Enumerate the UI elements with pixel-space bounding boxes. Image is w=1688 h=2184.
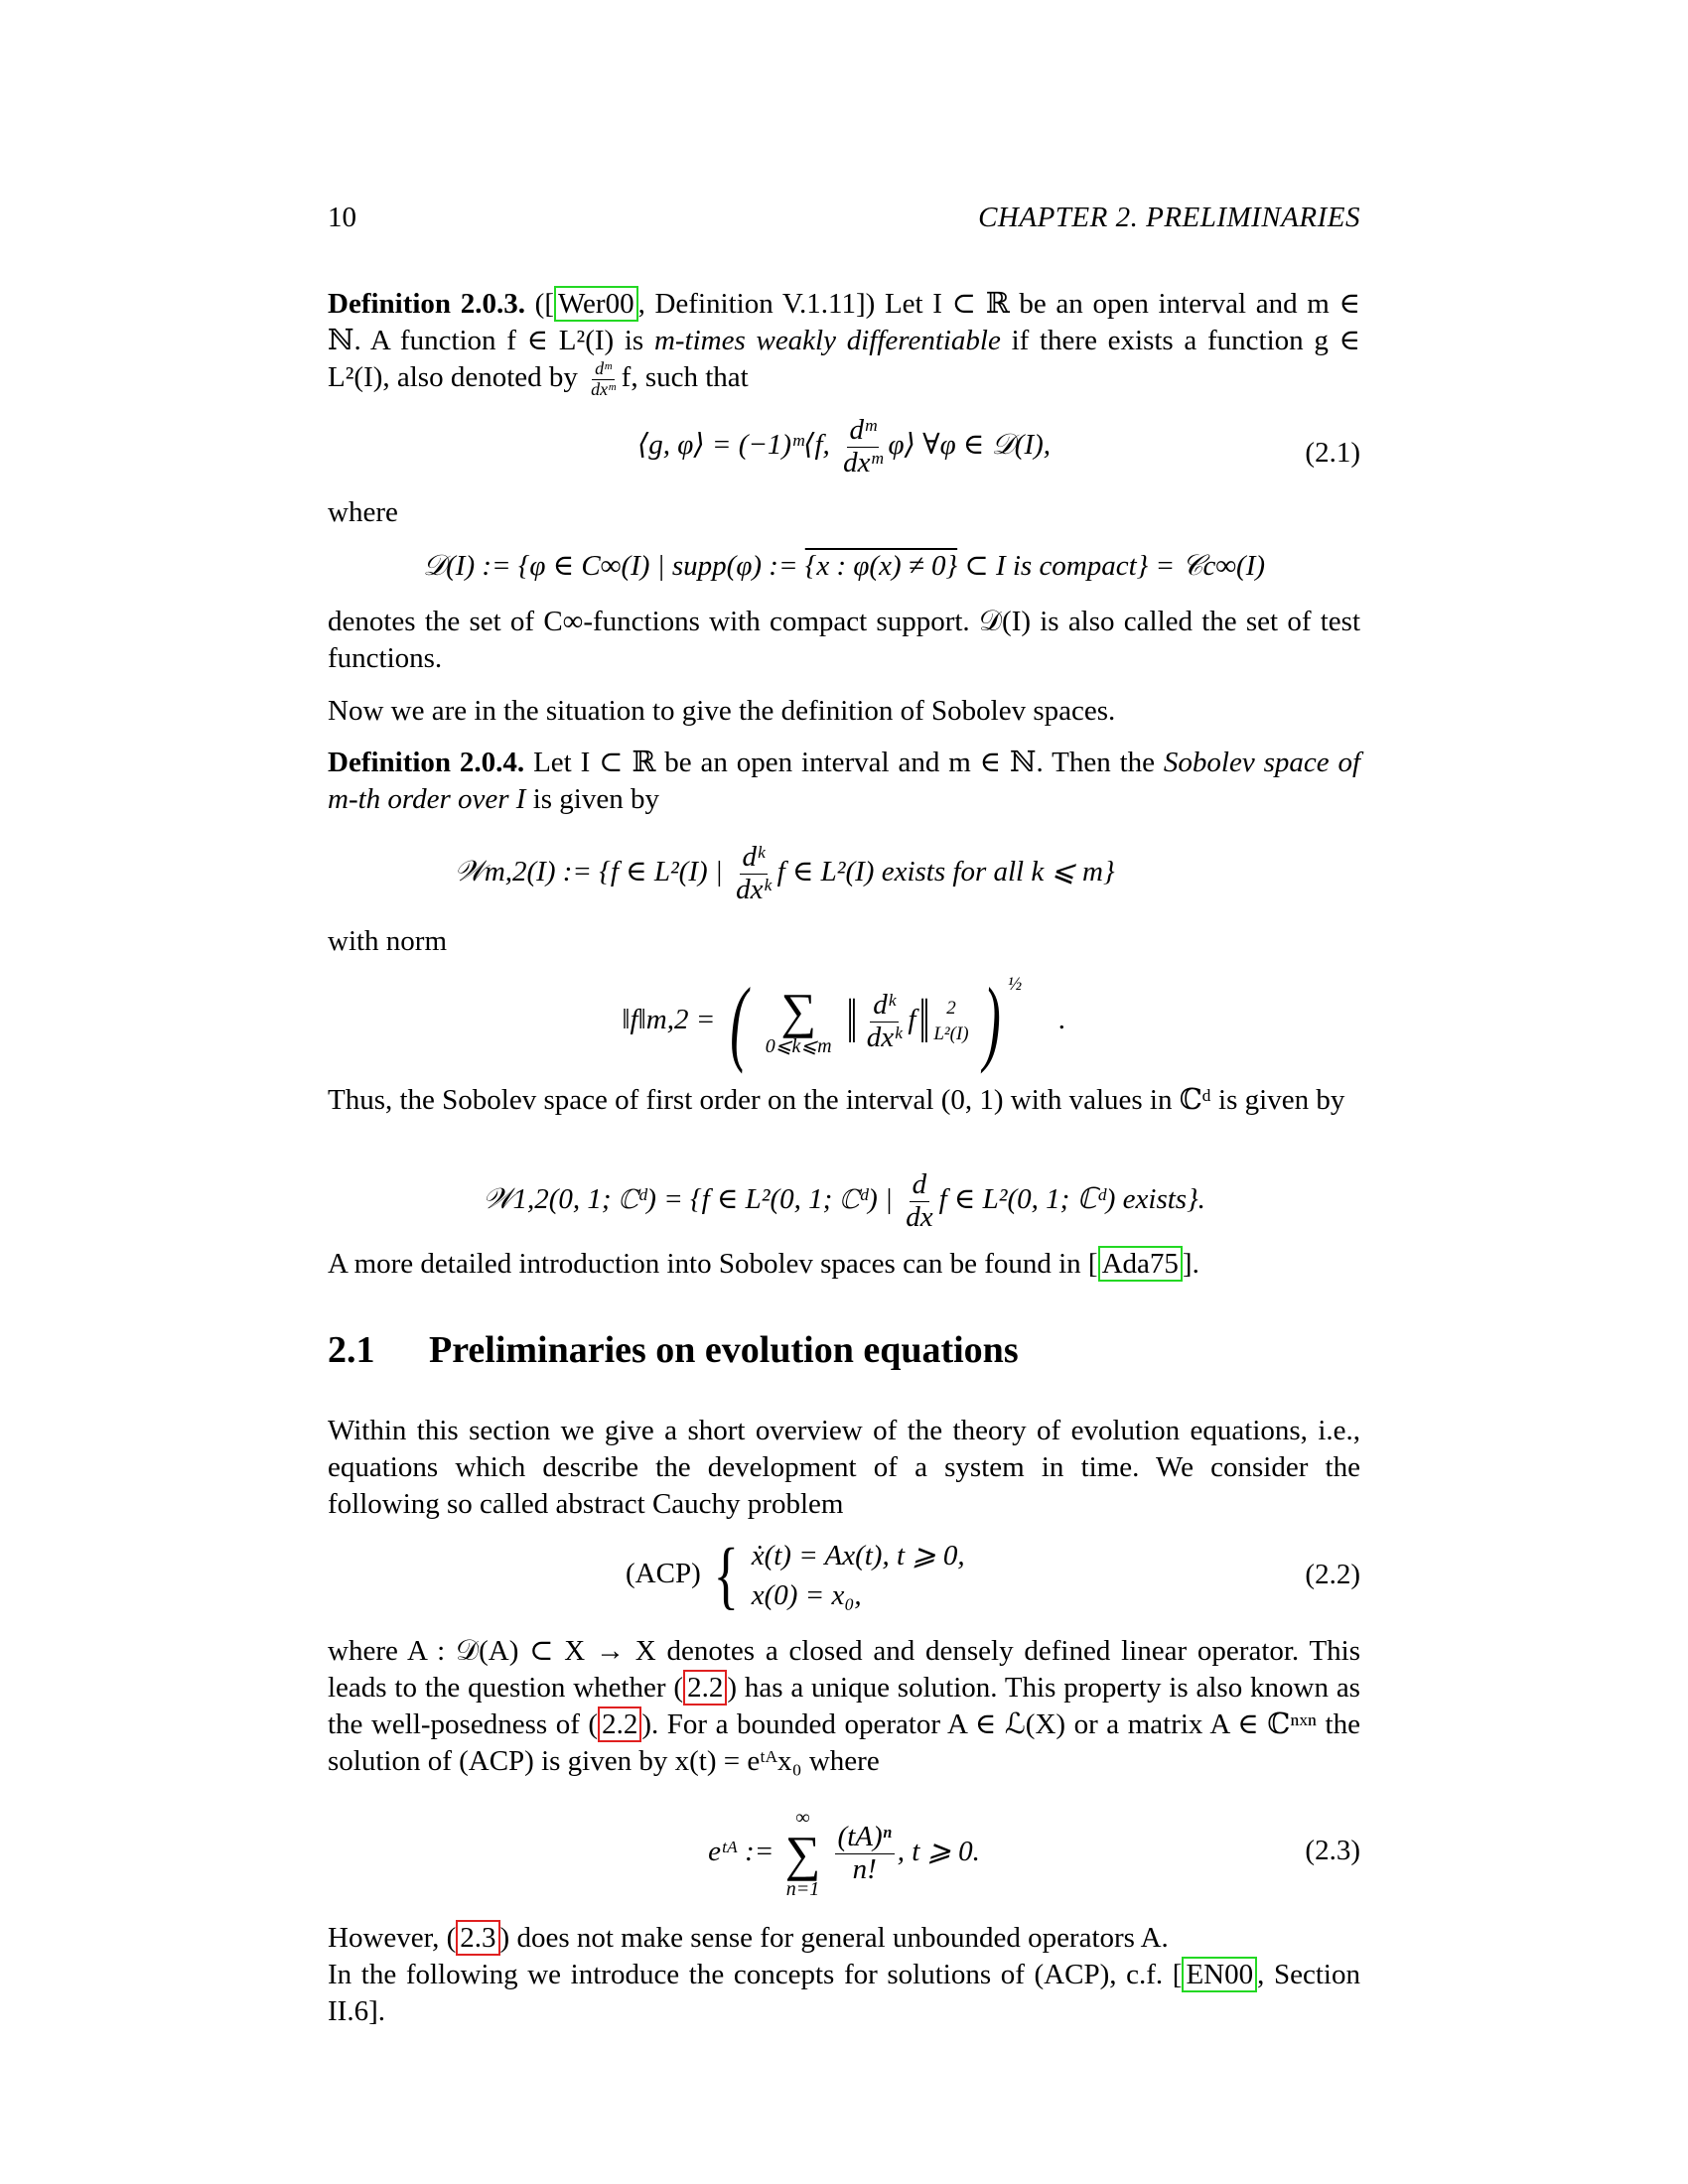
citation-link-en00[interactable]: EN00 [1182, 1957, 1257, 1992]
paragraph-operator: where A : 𝒟(A) ⊂ X → X denotes a closed and densely defined linear operator. This leads to the question whether ( 2.2 ) has a unique solution. This property is also known as the well-posedness of ( 2.2 ). For a bounded operator A ∈ ℒ(X) or a matrix A ∈ ℂⁿˣⁿ the solution of (ACP) is given by x(t) = eᵗᴬx₀ where [328, 1635, 1360, 1777]
derivative-fraction: $\frac{\text{dᵐ}}{\text{dxᵐ}}$ [843, 414, 883, 478]
series-term-fraction: $\frac{\text{(tA)ⁿ}}{n!}$ [835, 1822, 895, 1886]
citation-link-wer00[interactable]: Wer00 [554, 286, 638, 322]
definition-text-2: if there exists a function g ∈ L²(I), also denoted by [328, 325, 1361, 393]
sobolev-space-equation [328, 842, 1360, 921]
defined-term: Sobolev space of m-th order over I [328, 747, 1361, 815]
norm-equation [328, 955, 1360, 1084]
definition-text-3: f, such that [621, 361, 749, 393]
test-function-definition [328, 548, 1360, 588]
equation-ref-2-2-second[interactable]: 2.2 [598, 1706, 641, 1742]
equation-2-1 [328, 415, 1360, 494]
equation-number: (2.1) [1305, 437, 1360, 469]
inline-derivative-fraction: $\frac{\text{dᵐ}}{\text{dxᵐ}}$ [591, 358, 616, 399]
derivative-fraction: $\frac{\text{dᵏ}}{\text{dxᵏ}}$ [866, 988, 903, 1053]
first-order-sobolev-equation [328, 1169, 1360, 1249]
equation-body: 𝒲1,2(0, 1; ℂᵈ) = {f ∈ L²(0, 1; ℂᵈ) | $\frac{d}{dx}$ f ∈ L²(0, 1; ℂᵈ) exists}. [483, 1168, 1205, 1233]
running-title: CHAPTER 2. PRELIMINARIES [978, 202, 1360, 233]
definition-label: Definition 2.0.4. [328, 747, 525, 778]
section-heading [328, 1325, 1019, 1375]
equation-2-2 [328, 1529, 1360, 1618]
overlined-set: {x : φ(x) ≠ 0} [804, 550, 958, 582]
equation-body: 𝒲m,2(I) := {f ∈ L²(I) | $\frac{\text{dᵏ}}{\text{dxᵏ}}$ f ∈ L²(I) exists for all k ⩽ m} [454, 841, 1115, 905]
paragraph-test-functions: denotes the set of C∞-functions with compact support. 𝒟(I) is also called the set of test functions. [328, 606, 1360, 674]
equation-number: (2.3) [1305, 1835, 1360, 1866]
paragraph-thus: Thus, the Sobolev space of first order on the interval (0, 1) with values in ℂᵈ is given by [328, 1084, 1345, 1116]
equation-number: (2.2) [1305, 1559, 1360, 1590]
sum-operator: ∞ ∑ n=1 [784, 1807, 821, 1901]
section-number: 2.1 [328, 1329, 375, 1371]
citation-link-ada75[interactable]: Ada75 [1098, 1246, 1183, 1282]
equation-body: eᵗᴬ := ∞ ∑ n=1 $\frac{\text{(tA)ⁿ}}{n!}$ , t ⩾ 0. [708, 1807, 980, 1901]
equation-body: (ACP) { ẋ(t) = Ax(t), t ⩾ 0, x(0) = x₀, [626, 1534, 965, 1618]
equation-body: 𝒟(I) := {φ ∈ C∞(I) | supp(φ) := {x : φ(x) ≠ 0} ⊂ I is compact} = 𝒞c∞(I) [422, 550, 1266, 582]
definition-text-2: is given by [532, 783, 659, 815]
where-text: where [328, 496, 398, 528]
derivative-fraction: $\frac{d}{dx}$ [906, 1168, 933, 1233]
definition-text: Let I ⊂ ℝ be an open interval and m ∈ ℕ. Then the [533, 747, 1155, 778]
equation-body: ‖f‖m,2 = ( ∑ 0⩽k⩽m ‖ $\frac{\text{dᵏ}}{\text{dxᵏ}}$ f‖ 2 L²(I) ) $^{\frac{1}{2}}$ . [622, 968, 1066, 1075]
paragraph-following: In the following we introduce the concepts for solutions of (ACP), c.f. [ EN00 , Section II.6]. [328, 1959, 1360, 2027]
paragraph-now: Now we are in the situation to give the definition of Sobolev spaces. [328, 695, 1116, 727]
equation-2-3 [328, 1797, 1360, 1906]
with-norm-text: with norm [328, 925, 448, 957]
definition-2-0-4 [328, 745, 1360, 818]
derivative-fraction: $\frac{\text{dᵏ}}{\text{dxᵏ}}$ [736, 841, 772, 905]
defined-term: m-times weakly differentiable [653, 325, 1001, 356]
equation-body: ⟨g, φ⟩ = (−1)ᵐ⟨f, $\frac{\text{dᵐ}}{\text{dxᵐ}}$ φ⟩ ∀φ ∈ 𝒟(I), [636, 414, 1052, 478]
definition-label: Definition 2.0.3. [328, 288, 525, 320]
definition-2-0-3: Definition 2.0.3. ([ Wer00 , Definition V.1.11]) Let I ⊂ ℝ be an open interval and m ∈ ℕ. A function f ∈ L²(I) is m-times weakly differentiable if there exists a function g ∈ L²(I), also denoted by $\frac{\text{dᵐ}}{\text{dxᵐ}}$ f, such that [328, 288, 1361, 399]
paragraph-intro-sobolev: A more detailed introduction into Sobolev spaces can be found in [ Ada75 ]. [328, 1248, 1199, 1280]
equation-ref-2-2[interactable]: 2.2 [683, 1670, 727, 1706]
paragraph-within: Within this section we give a short overview of the theory of evolution equations, i.e., equations which describe the development of a system in time. We consider the following so called abstract Cauchy problem [328, 1415, 1360, 1520]
section-title: Preliminaries on evolution equations [429, 1329, 1019, 1371]
equation-ref-2-3[interactable]: 2.3 [456, 1920, 499, 1956]
definition-text: , Definition V.1.11]) Let I ⊂ ℝ be an open interval and m ∈ ℕ. A function f ∈ L²(I) is [328, 288, 1360, 356]
sum-operator: ∑ 0⩽k⩽m [765, 983, 832, 1058]
paragraph-however: However, ( 2.3 ) does not make sense for general unbounded operators A. [328, 1922, 1169, 1954]
page-number: 10 [328, 202, 356, 233]
